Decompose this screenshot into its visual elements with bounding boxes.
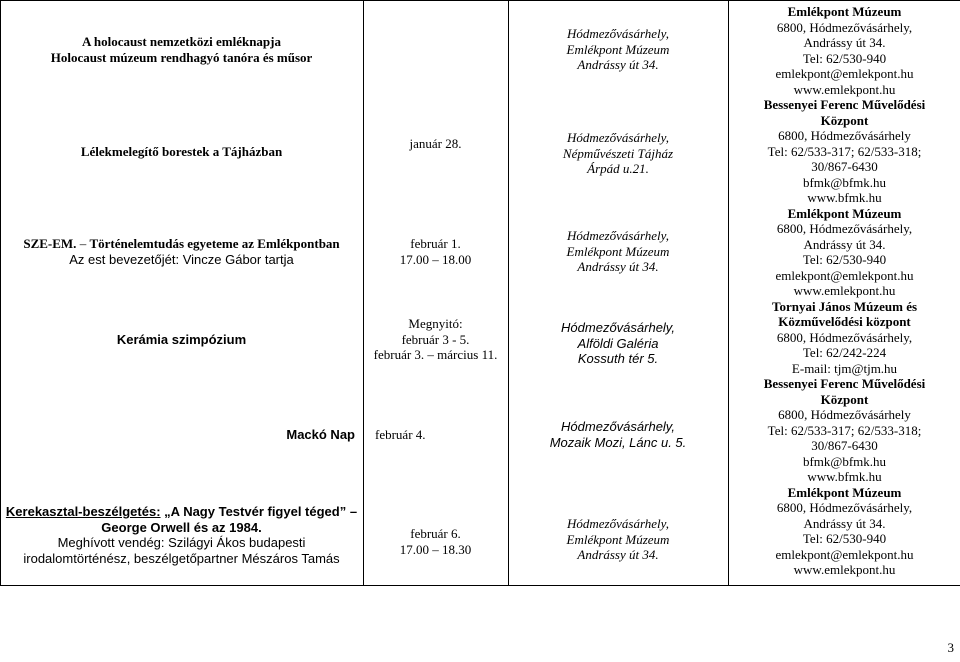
- column-divider: [363, 0, 364, 585]
- contact-email: E-mail: tjm@tjm.hu: [791, 360, 898, 376]
- contact-address: 6800, Hódmezővásárhely: [778, 407, 911, 422]
- contact-street: Andrássy út 34.: [803, 35, 886, 50]
- event-venue: Hódmezővásárhely, Emlékpont Múzeum Andrássy út 34.: [566, 228, 670, 274]
- contact-phone: 30/867-6430: [811, 159, 878, 174]
- contact-address: 6800, Hódmezővásárhely,: [776, 19, 913, 35]
- contact-address: 6800, Hódmezővásárhely: [778, 128, 911, 143]
- column-divider: [508, 0, 509, 585]
- contact-web: www.emlekpont.hu: [793, 562, 896, 577]
- contact-web: www.emlekpont.hu: [793, 81, 896, 97]
- event-date: január 28.: [409, 136, 462, 151]
- event-date: február 4.: [375, 427, 426, 442]
- event-venue: Hódmezővásárhely, Emlékpont Múzeum Andrássy út 34.: [566, 26, 670, 72]
- contact-street: Andrássy út 34.: [803, 236, 886, 252]
- contact-email: bfmk@bfmk.hu: [802, 174, 887, 190]
- contact-address: 6800, Hódmezővásárhely,: [776, 500, 913, 515]
- contact-org: Bessenyei Ferenc Művelődési: [763, 376, 926, 391]
- contact-org: Emlékpont Múzeum: [787, 205, 902, 221]
- contact-phone: Tel: 62/530-940: [802, 50, 887, 66]
- page-number: 3: [947, 640, 954, 655]
- contact-phone: Tel: 62/530-940: [802, 252, 887, 267]
- event-title: Kerámia szimpózium: [116, 332, 247, 347]
- table-border-top: [0, 0, 960, 1]
- event-title: Mackó Nap: [286, 427, 355, 442]
- event-title: A holocaust nemzetközi emléknapja Holocaust múzeum rendhagyó tanóra és műsor: [50, 34, 313, 65]
- contact-address: 6800, Hódmezővásárhely,: [776, 221, 913, 236]
- event-venue: Hódmezővásárhely, Mozaik Mozi, Lánc u. 5.: [549, 419, 687, 450]
- contact-org: Emlékpont Múzeum: [787, 4, 902, 19]
- contact-org: Központ: [820, 391, 869, 407]
- contact-phone: Tel: 62/530-940: [802, 531, 887, 546]
- contacts-column: [729, 4, 960, 578]
- event-title: SZE-EM. – Történelemtudás egyeteme az Emlékpontban Az est bevezetőjét: Vincze Gábor tartja: [23, 236, 340, 267]
- event-date: február 6. 17.00 – 18.30: [399, 526, 472, 557]
- contact-street: Andrássy út 34.: [803, 515, 886, 531]
- event-venue: Hódmezővásárhely, Emlékpont Múzeum Andrássy út 34.: [566, 516, 670, 562]
- contact-org: Központ: [820, 112, 869, 128]
- contact-org: Bessenyei Ferenc Művelődési: [763, 97, 926, 112]
- contact-email: emlekpont@emlekpont.hu: [775, 546, 914, 562]
- contact-org: Emlékpont Múzeum: [787, 484, 902, 500]
- contact-phone: Tel: 62/533-317; 62/533-318;: [767, 143, 922, 159]
- event-title: Lélekmelegítő borestek a Tájházban: [80, 144, 283, 159]
- contact-org: Tornyai János Múzeum és: [771, 298, 918, 314]
- contact-email: emlekpont@emlekpont.hu: [775, 66, 914, 81]
- contact-email: emlekpont@emlekpont.hu: [775, 267, 914, 283]
- event-date: február 1. 17.00 – 18.00: [399, 236, 472, 267]
- contact-web: www.emlekpont.hu: [793, 283, 896, 298]
- contact-address: 6800, Hódmezővásárhely,: [776, 329, 913, 345]
- contact-phone: 30/867-6430: [811, 438, 878, 453]
- contact-phone: Tel: 62/242-224: [802, 345, 887, 360]
- contact-web: www.bfmk.hu: [807, 190, 882, 205]
- event-venue: Hódmezővásárhely, Alföldi Galéria Kossuth tér 5.: [561, 320, 675, 366]
- contact-phone: Tel: 62/533-317; 62/533-318;: [767, 422, 922, 438]
- table-border-left: [0, 0, 1, 585]
- event-venue: Hódmezővásárhely, Népművészeti Tájház Árpád u.21.: [562, 130, 674, 176]
- event-title: Kerekasztal-beszélgetés: „A Nagy Testvér figyel téged” – George Orwell és az 1984. Meghívott vendég: Szilágyi Ákos budapesti irodalomtörténész, beszélgetőpartner Mészáros Tamás: [5, 504, 358, 566]
- contact-email: bfmk@bfmk.hu: [802, 453, 887, 469]
- event-date: Megnyitó: február 3 - 5. február 3. – március 11.: [373, 316, 498, 362]
- contact-org: Közművelődési központ: [778, 314, 911, 329]
- contact-web: www.bfmk.hu: [807, 469, 882, 484]
